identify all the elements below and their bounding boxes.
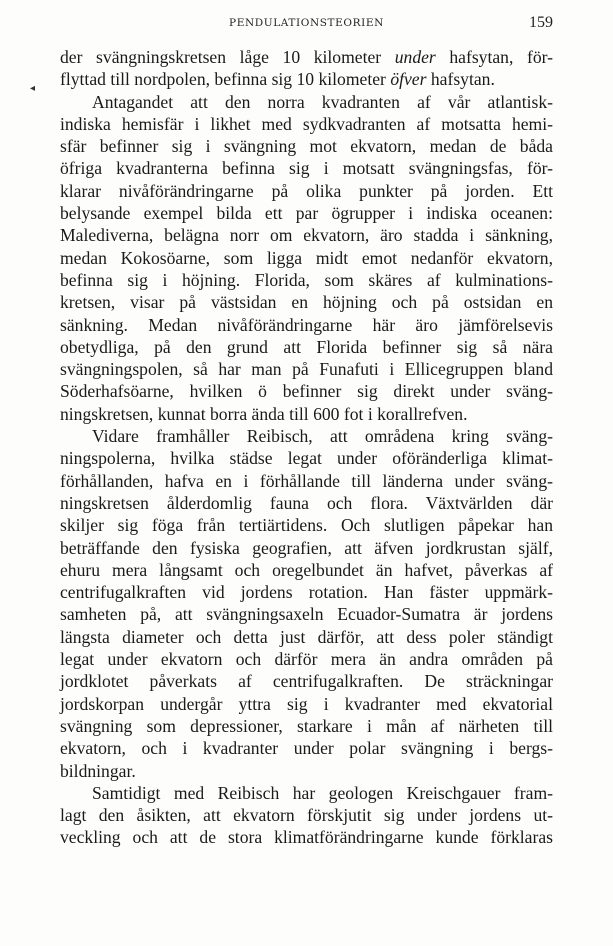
text-line: flyttad till nordpolen, befinna sig 10 kilometer öfver hafsytan. xyxy=(60,69,495,90)
text-line: sfär befinner sig i svängning mot ekvatorn, medan de båda xyxy=(60,136,553,157)
text-line: obetydliga, på den grund att Florida befinner sig så nära xyxy=(60,336,553,357)
text-line: ningskretsen ålderdomlig fauna och flora. Växtvärlden där xyxy=(60,492,553,513)
text-line: belysande exempel bilda ett par ögrupper i indiska oceanen: xyxy=(60,203,553,224)
text-line: skiljer sig föga från tertiärtidens. Och slutligen påpekar han xyxy=(60,515,553,536)
running-title: PENDULATIONSTEORIEN xyxy=(229,17,384,29)
text-line: svängningspolen, så har man på Funafuti i Ellicegruppen bland xyxy=(60,359,553,380)
text-line: indiska hemisfär i likhet med sydkvadranten af motsatta hemi- xyxy=(60,113,553,134)
text-line: längsta diameter och detta just därför, att dess poler ständigt xyxy=(60,626,553,647)
text-line: samheten på, att svängningsaxeln Ecuador-Sumatra är jordens xyxy=(60,604,553,625)
text-line: bildningar. xyxy=(60,760,136,781)
text-line: medan Kokosöarne, som ligga midt emot nedanför ekvatorn, xyxy=(60,247,553,268)
text-line: jordskorpan undergår yttra sig i kvadranter med ekvatorial xyxy=(60,693,553,714)
text-line: förhållanden, hafva en i förhållande till länderna under sväng- xyxy=(60,470,553,491)
text-line: lagt den åsikten, att ekvatorn förskjutit sig under jordens ut- xyxy=(60,805,553,826)
body-text xyxy=(60,46,553,849)
text-line: centrifugalkraften vid jordens rotation. Han fäster uppmärk- xyxy=(60,582,553,603)
text-line: Samtidigt med Reibisch har geologen Kreischgauer fram- xyxy=(92,782,553,803)
text-line: ehuru mera långsamt och oregelbundet än hafvet, påverkas af xyxy=(60,559,553,580)
emphasis: öfver xyxy=(390,69,427,90)
text-line: Söderhafsöarne, hvilken ö befinner sig direkt under sväng- xyxy=(60,381,553,402)
text-line: ekvatorn, och i kvadranter under polar svängning i bergs- xyxy=(60,738,553,759)
text-line: befinna sig i höjning. Florida, som skäres af kulminations- xyxy=(60,269,553,290)
text-line: sänkning. Medan nivåförändringarne här äro jämförelsevis xyxy=(60,314,553,335)
running-head xyxy=(60,14,553,34)
text-line: beträffande den fysiska geografien, att äfven jordkrustan själf, xyxy=(60,537,553,558)
text-line: legat under ekvatorn och därför mera än andra områden på xyxy=(60,649,553,670)
margin-mark: ◂ xyxy=(30,83,36,94)
text-line: ningskretsen, kunnat borra ända till 600 fot i korallrefven. xyxy=(60,403,468,424)
text-line: Malediverna, belägna norr om ekvatorn, äro stadda i sänkning, xyxy=(60,225,553,246)
text-line: Antagandet att den norra kvadranten af vår atlantisk- xyxy=(92,91,553,112)
text-line: klarar nivåförändringarne på olika punkter på jorden. Ett xyxy=(60,180,553,201)
text-line: öfriga kvadranterna befinna sig i motsatt svängningsfas, för- xyxy=(60,158,553,179)
text-line: svängning som depressioner, starkare i mån af närheten till xyxy=(60,715,553,736)
text-line: ningspolerna, hvilka städse legat under oföränderliga klimat- xyxy=(60,448,553,469)
text-line: Vidare framhåller Reibisch, att områdena kring sväng- xyxy=(92,426,553,447)
text-line: veckling och att de stora klimatförändringarne kunde förklaras xyxy=(60,827,553,848)
emphasis: under xyxy=(394,47,436,67)
text-line: jordklotet påverkats af centrifugalkraften. De sträckningar xyxy=(60,671,553,692)
page-number: 159 xyxy=(529,14,553,31)
text-line: kretsen, visar på västsidan en höjning och på ostsidan en xyxy=(60,292,553,313)
text-line: der svängningskretsen låge 10 kilometer under hafsytan, för- xyxy=(60,47,553,67)
